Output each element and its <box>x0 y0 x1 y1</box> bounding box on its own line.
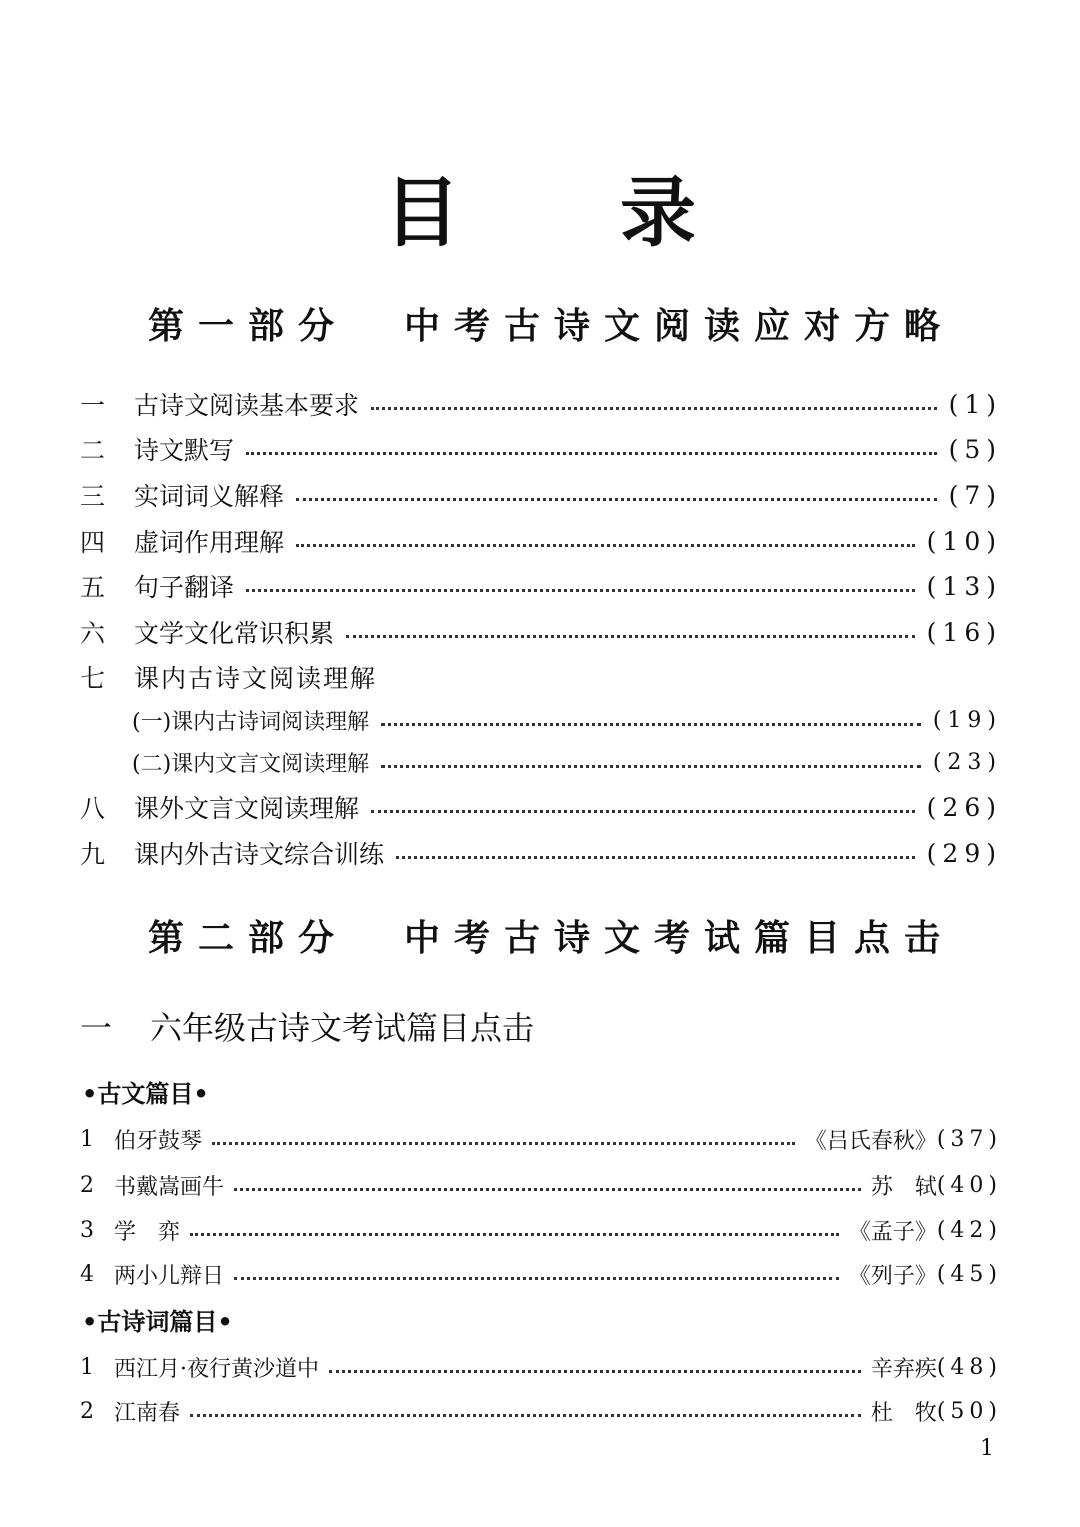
work-item-title: 伯牙鼓琴 <box>114 1128 203 1154</box>
page-title <box>0 168 1080 258</box>
work-item-page: (40) <box>936 1172 1002 1198</box>
toc-item[interactable] <box>80 614 1002 650</box>
work-item-author: 《列子》 <box>848 1263 937 1289</box>
work-item-num: 2 <box>80 1398 94 1424</box>
work-item-page: (48) <box>936 1354 1002 1380</box>
toc-item-label: 课外文言文阅读理解 <box>134 794 360 823</box>
work-item-page: (50) <box>936 1398 1002 1424</box>
work-item-num: 3 <box>80 1217 94 1243</box>
work-item-num: 4 <box>80 1261 94 1287</box>
toc-item-label: 文学文化常识积累 <box>134 619 335 648</box>
work-item-num: 1 <box>80 1354 94 1380</box>
toc-item[interactable] <box>80 477 1002 513</box>
dot-leader <box>190 1233 839 1236</box>
page-number: 1 <box>980 1436 994 1461</box>
dot-leader <box>371 810 915 813</box>
work-item-title: 江南春 <box>114 1400 181 1426</box>
work-item[interactable] <box>80 1122 1002 1156</box>
toc-item-label: 诗文默写 <box>134 436 235 465</box>
part1-heading <box>148 302 954 352</box>
work-item-author: 辛弃疾 <box>870 1356 937 1382</box>
toc-item-num: 一 <box>80 391 106 420</box>
work-item-author: 《孟子》 <box>848 1219 937 1245</box>
title-char-right: 录 <box>620 168 696 257</box>
toc-subitem[interactable] <box>132 702 1002 738</box>
part2-name: 中考古诗文考试篇目点击 <box>404 918 955 959</box>
work-item-title: 书戴嵩画牛 <box>114 1174 225 1200</box>
toc-item-page: (26) <box>926 792 1002 822</box>
dot-leader <box>246 589 915 592</box>
section-num: 一 <box>80 1009 113 1047</box>
work-item-author: 杜 牧 <box>870 1400 937 1426</box>
dot-leader <box>296 544 915 547</box>
toc-item-page: (7) <box>948 480 1002 510</box>
work-item-num: 1 <box>80 1126 94 1152</box>
toc-item-num: 四 <box>80 528 106 557</box>
toc-item-label: 课内外古诗文综合训练 <box>134 840 385 869</box>
toc-item-page: (1) <box>948 389 1002 419</box>
toc-item-label: 虚词作用理解 <box>134 528 285 557</box>
dot-leader <box>346 635 915 638</box>
work-item-title: 西江月·夜行黄沙道中 <box>114 1356 319 1382</box>
toc-item-num: 六 <box>80 619 106 648</box>
toc-item-label: 课内古诗文阅读理解 <box>134 664 378 693</box>
toc-item-label: (二)课内文言文阅读理解 <box>132 751 370 777</box>
part2-label: 第二部分 <box>148 918 349 959</box>
category-heading-classical: •古文篇目• <box>82 1080 209 1108</box>
toc-item-label: (一)课内古诗词阅读理解 <box>132 709 370 735</box>
category-heading-poetry: •古诗词篇目• <box>82 1308 233 1336</box>
toc-item-page: (29) <box>926 838 1002 868</box>
part1-name: 中考古诗文阅读应对方略 <box>404 306 955 347</box>
dot-leader <box>329 1370 861 1373</box>
work-item[interactable] <box>80 1394 1002 1428</box>
toc-item-num: 三 <box>80 482 106 511</box>
work-item[interactable] <box>80 1350 1002 1384</box>
work-item-page: (42) <box>936 1217 1002 1243</box>
work-item[interactable] <box>80 1257 1002 1291</box>
dot-leader <box>381 765 921 768</box>
dot-leader <box>396 856 915 859</box>
dot-leader <box>371 407 937 410</box>
toc-item-page: (23) <box>932 749 1002 775</box>
toc-item[interactable] <box>80 386 1002 422</box>
toc-item[interactable] <box>80 789 1002 825</box>
work-item[interactable] <box>80 1213 1002 1247</box>
toc-item[interactable] <box>80 659 1002 695</box>
section-heading <box>80 1006 534 1050</box>
toc-item[interactable] <box>80 568 1002 604</box>
toc-item-num: 二 <box>80 436 106 465</box>
dot-leader <box>246 452 937 455</box>
work-item-num: 2 <box>80 1172 94 1198</box>
dot-leader <box>234 1277 839 1280</box>
toc-item-label: 实词词义解释 <box>134 482 285 511</box>
toc-item-page: (16) <box>926 617 1002 647</box>
work-item-title: 两小儿辩日 <box>114 1263 225 1289</box>
toc-item-num: 五 <box>80 573 106 602</box>
toc-item-num: 七 <box>80 664 106 693</box>
work-item-title: 学 弈 <box>114 1219 181 1245</box>
work-item[interactable] <box>80 1168 1002 1202</box>
toc-item[interactable] <box>80 523 1002 559</box>
dot-leader <box>212 1142 795 1145</box>
dot-leader <box>381 723 921 726</box>
work-item-author: 《吕氏春秋》 <box>804 1128 937 1154</box>
toc-item-num: 八 <box>80 794 106 823</box>
part2-heading <box>148 914 954 964</box>
toc-subitem[interactable] <box>132 744 1002 780</box>
toc-item-page: (5) <box>948 434 1002 464</box>
title-char-left: 目 <box>384 168 460 257</box>
work-item-page: (45) <box>936 1261 1002 1287</box>
toc-item-page: (13) <box>926 571 1002 601</box>
toc-item-label: 句子翻译 <box>134 573 235 602</box>
toc-item-label: 古诗文阅读基本要求 <box>134 391 360 420</box>
dot-leader <box>296 498 937 501</box>
section-label: 六年级古诗文考试篇目点击 <box>150 1009 535 1047</box>
toc-item-page: (10) <box>926 526 1002 556</box>
dot-leader <box>234 1188 861 1191</box>
toc-item-num: 九 <box>80 840 106 869</box>
work-item-page: (37) <box>936 1126 1002 1152</box>
part1-label: 第一部分 <box>148 306 349 347</box>
dot-leader <box>190 1414 861 1417</box>
toc-item[interactable] <box>80 431 1002 467</box>
toc-item[interactable] <box>80 835 1002 871</box>
toc-item-page: (19) <box>932 707 1002 733</box>
work-item-author: 苏 轼 <box>870 1174 937 1200</box>
